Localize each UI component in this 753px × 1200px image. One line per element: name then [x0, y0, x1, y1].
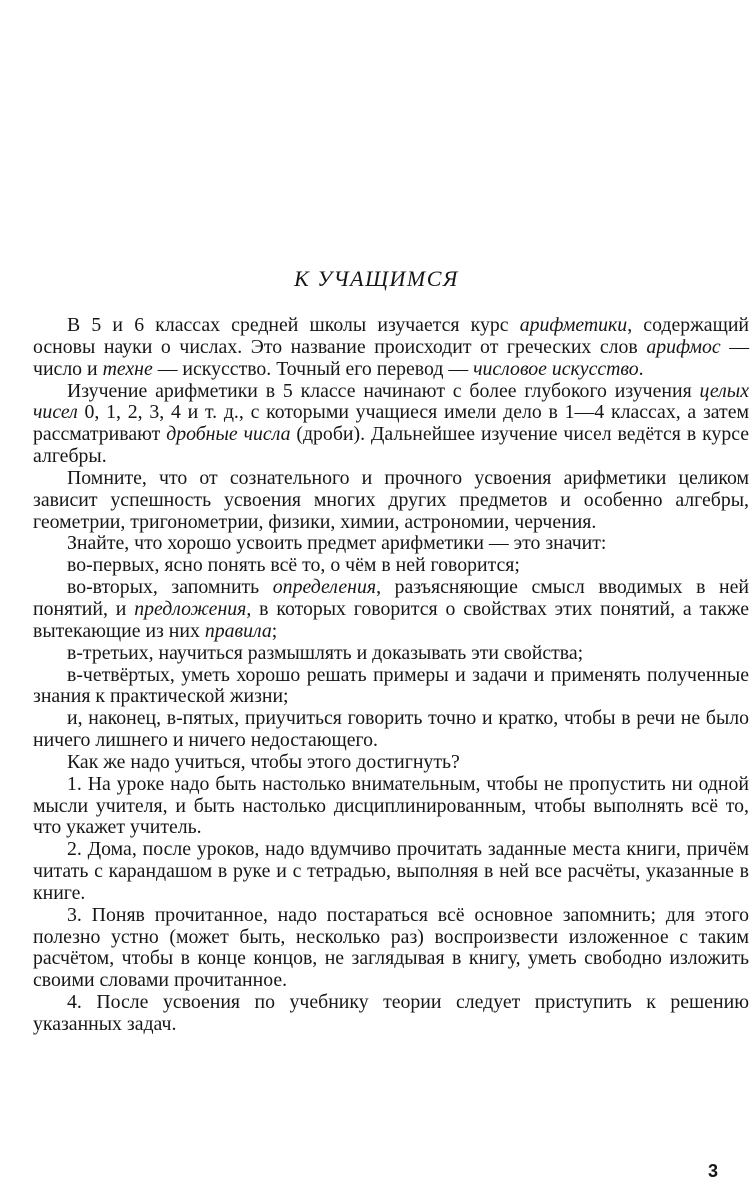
- emphasis: правила: [204, 619, 272, 642]
- text-run: Изучение арифметики в 5 классе начинают с более глубокого изучения: [67, 379, 700, 402]
- emphasis: арифметики: [519, 314, 628, 336]
- text-run: (дроби). Дальнейшее изучение чисел ведётся в курсе алгебры.: [33, 423, 750, 468]
- page-title: К УЧАЩИМСЯ: [294, 266, 459, 291]
- paragraph-first: во-первых, ясно понять всё то, о чём в ней говорится;: [67, 554, 520, 577]
- text-run: — искусство. Точный его перевод —: [152, 357, 474, 380]
- text-run: , в которых говорится о свойствах этих понятий, а также вытекающие из них: [33, 597, 749, 642]
- paragraph-rule-4: 4. После усвоения по учебнику теории следует приступить к решению указанных задач.: [33, 991, 749, 1035]
- emphasis: целых чисел: [33, 379, 749, 424]
- text-run: .: [638, 357, 644, 380]
- emphasis: арифмос: [646, 335, 721, 358]
- page-number: 3: [707, 1161, 718, 1181]
- paragraph-intro: [33, 315, 749, 381]
- paragraph-rule-2: 2. Дома, после уроков, надо вдумчиво прочитать заданные места книги, причём читать с карандашом в руке и с тетрадью, выполняя в ней все расчёты, указанные в книге.: [33, 838, 749, 904]
- paragraph-study: [33, 381, 749, 468]
- body-text: [33, 315, 749, 1036]
- paragraph-rule-1: 1. На уроке надо быть настолько внимательным, чтобы не пропустить ни одной мысли учителя, и быть настолько дисциплинированным, чтобы выполнять всё то, что укажет учитель.: [33, 772, 749, 839]
- emphasis: числовое искусство: [473, 357, 639, 380]
- text-run: — число и: [33, 335, 749, 380]
- paragraph-question: Как же надо учиться, чтобы этого достигнуть?: [67, 750, 460, 773]
- emphasis: техне: [102, 357, 153, 380]
- paragraph-third: в-третьих, научиться размышлять и доказывать эти свойства;: [67, 641, 584, 664]
- paragraph-fourth: в-четвёртых, уметь хорошо решать примеры и задачи и применять полученные знания к практической жизни;: [33, 663, 749, 708]
- text-run: В 5 и 6 классах средней школы изучается курс: [67, 314, 520, 336]
- emphasis: дробные числа: [166, 423, 291, 446]
- text-run: , разъясняющие смысл вводимых в ней понятий, и: [33, 576, 749, 620]
- paragraph-rule-3: 3. Поняв прочитанное, надо постараться всё основное запомнить; для этого полезно устно (может быть, несколько раз) воспроизвести изложенное с таким расчётом, чтобы в конце концов, не заглядывая в книгу, уметь свободно изложить своими словами прочитанное.: [33, 903, 749, 992]
- text-run: ;: [271, 619, 278, 642]
- paragraph-second: [33, 577, 749, 643]
- paragraph-fifth: и, наконец, в-пятых, приучиться говорить точно и кратко, чтобы в речи не было ничего лишнего и ничего недостающего.: [33, 707, 749, 752]
- emphasis: предложения: [134, 597, 247, 620]
- emphasis: определения: [272, 576, 377, 599]
- text-run: 0, 1, 2, 3, 4 и т. д., с которыми учащиеся имели дело в 1—4 классах, а затем рассматривают: [33, 401, 749, 446]
- paragraph-know: Знайте, что хорошо усвоить предмет арифметики — это значит:: [67, 532, 607, 555]
- text-run: , содержащий основы науки о числах. Это название происходит от греческих слов: [33, 314, 749, 358]
- text-run: во-вторых, запомнить: [67, 576, 273, 599]
- paragraph-remember: Помните, что от сознательного и прочного усвоения арифметики целиком зависит успешность усвоения многих других предметов и особенно алгебры, геометрии, тригонометрии, физики, химии, астрономии, черчения.: [33, 466, 749, 533]
